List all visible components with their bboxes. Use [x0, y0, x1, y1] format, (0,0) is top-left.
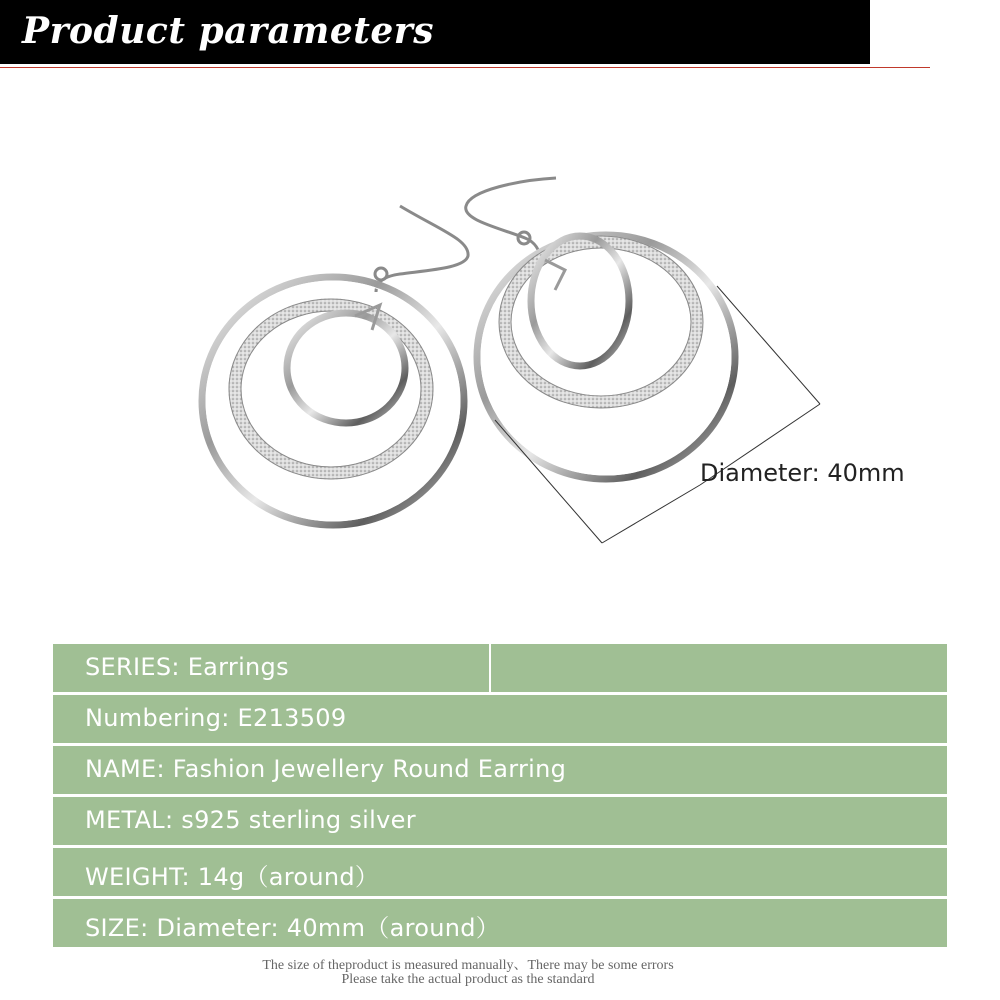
earring-pair-image	[0, 70, 1000, 640]
param-series: SERIES: Earrings	[85, 653, 289, 681]
footnote-line-2: Please take the actual product as the standard	[341, 972, 595, 987]
param-row-metal	[53, 797, 947, 845]
product-image-area	[0, 70, 1000, 640]
param-weight: WEIGHT: 14g（around）	[85, 863, 380, 891]
param-size: SIZE: Diameter: 40mm（around）	[85, 914, 501, 942]
param-row-name	[53, 746, 947, 794]
left-earring	[202, 206, 468, 525]
param-row-size	[53, 899, 947, 947]
param-metal: METAL: s925 sterling silver	[85, 806, 416, 834]
param-numbering: Numbering: E213509	[85, 704, 347, 732]
diameter-dimension-lines	[495, 286, 820, 543]
footnote-line-1: The size of theproduct is measured manually、There may be some errors	[262, 958, 674, 973]
param-row-weight	[53, 848, 947, 896]
header-banner	[0, 0, 870, 64]
header-accent-line	[0, 67, 930, 68]
right-earring	[466, 178, 735, 479]
parameters-table	[53, 644, 947, 950]
param-row-numbering	[53, 695, 947, 743]
page-title: Product parameters	[22, 10, 435, 52]
row-divider	[489, 644, 491, 692]
diameter-label: Diameter: 40mm	[700, 459, 905, 487]
param-name: NAME: Fashion Jewellery Round Earring	[85, 755, 567, 783]
param-row-series	[53, 644, 947, 692]
